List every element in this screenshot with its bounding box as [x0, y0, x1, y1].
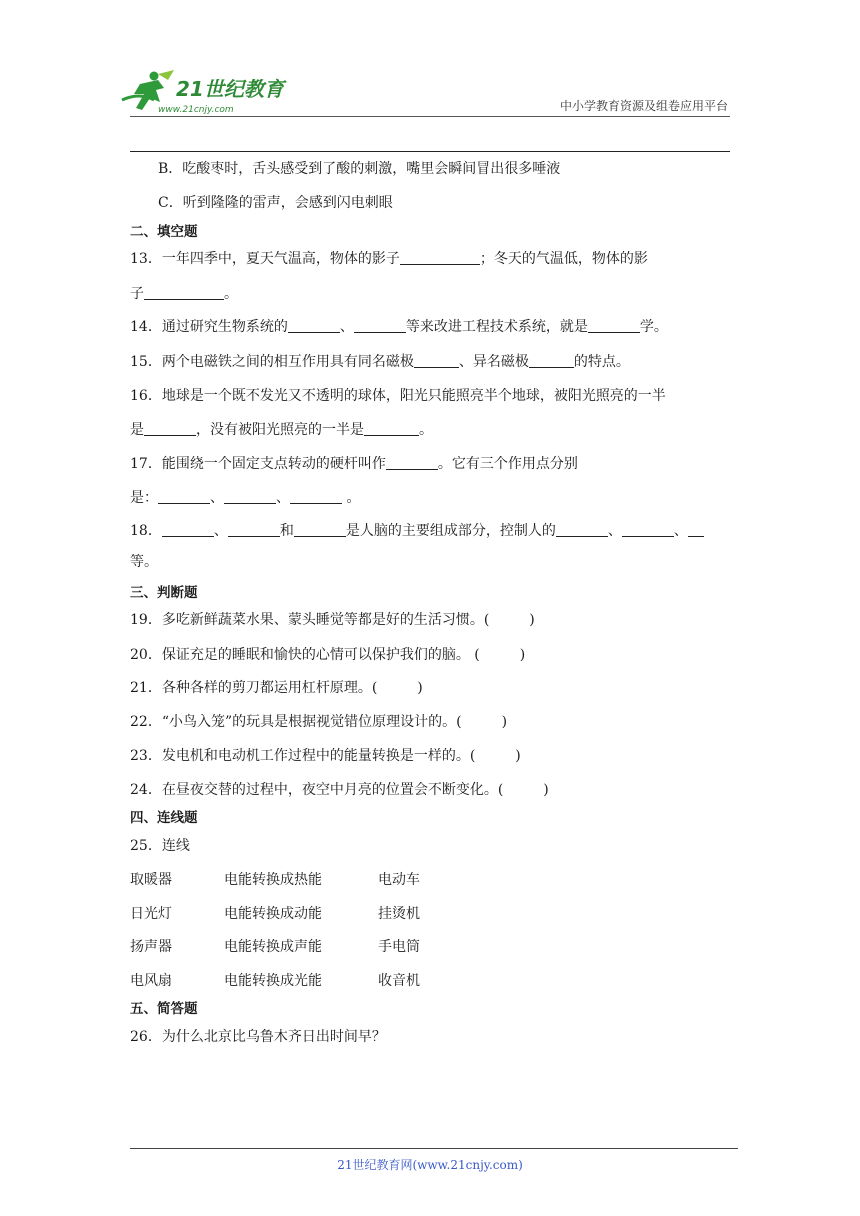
question-18-cont [130, 552, 158, 572]
q18-text-d: 是人脑的主要组成部分，控制人的 [345, 523, 556, 539]
answer-blank[interactable] [158, 489, 210, 504]
answer-blank[interactable] [294, 522, 346, 537]
question-16 [130, 386, 666, 406]
match-row [0, 904, 860, 924]
option-b: B．吃酸枣时，舌头感受到了酸的刺激，嘴里会瞬间冒出很多唾液 [158, 161, 561, 177]
paren-close: ) [417, 680, 423, 696]
runner-icon [122, 70, 174, 110]
answer-blank[interactable] [414, 353, 459, 368]
answer-blank[interactable] [144, 285, 224, 300]
q20-text: 20．保证充足的睡眠和愉快的心情可以保护我们的脑。 ( [130, 647, 480, 663]
answer-blank[interactable] [556, 522, 608, 537]
section-short-heading: 五、简答题 [130, 1001, 198, 1017]
match-middle[interactable]: 电能转换成声能 [224, 939, 322, 955]
answer-blank[interactable] [588, 318, 640, 333]
q18-text-g: 等。 [130, 554, 158, 570]
question-24 [130, 780, 549, 800]
question-21 [130, 678, 423, 698]
question-13 [130, 249, 648, 269]
answer-blank[interactable] [529, 353, 574, 368]
answer-blank[interactable] [162, 522, 214, 537]
section-judge-heading: 三、判断题 [130, 585, 198, 601]
paren-close: ) [515, 748, 521, 764]
question-14 [130, 317, 668, 337]
answer-blank[interactable] [290, 489, 342, 504]
q13-text-c: 子 [130, 286, 144, 302]
footer-divider [130, 1148, 738, 1149]
q18-text-e: 、 [607, 523, 622, 539]
match-middle[interactable]: 电能转换成热能 [224, 872, 322, 888]
question-17-cont [130, 488, 360, 508]
q18-text-c: 和 [279, 523, 294, 539]
logo-text: 21世纪教育 [176, 77, 284, 101]
match-right[interactable]: 收音机 [378, 973, 420, 989]
match-right[interactable]: 电动车 [378, 872, 420, 888]
q14-text-a: 14．通过研究生物系统的 [130, 319, 288, 335]
match-middle[interactable]: 电能转换成动能 [224, 906, 322, 922]
question-15 [130, 352, 630, 372]
q23-text: 23．发电机和电动机工作过程中的能量转换是一样的。( [130, 748, 476, 764]
footer-text[interactable]: 21世纪教育网(www.21cnjy.com) [337, 1158, 523, 1172]
question-20 [130, 645, 525, 665]
answer-blank[interactable] [400, 250, 480, 265]
q17-text-b: 。它有三个作用点分别 [437, 456, 578, 472]
q13-text-a: 13．一年四季中，夏天气温高，物体的影子 [130, 251, 400, 267]
q17-text-c: 是： [130, 490, 158, 506]
match-left[interactable]: 电风扇 [130, 973, 172, 989]
answer-blank[interactable] [288, 318, 340, 333]
q16-text-d: 。 [419, 422, 433, 438]
paren-close: ) [543, 782, 549, 798]
q14-text-d: 学。 [639, 319, 668, 335]
paren-close: ) [529, 612, 535, 628]
answer-blank[interactable] [228, 522, 280, 537]
paren-close: ) [501, 714, 508, 730]
q18-text-b: 、 [213, 523, 228, 539]
q21-text: 21．各种各样的剪刀都运用杠杆原理。( [130, 680, 378, 696]
option-c: C．听到隆隆的雷声，会感到闪电刺眼 [158, 195, 393, 211]
section-match-heading: 四、连线题 [130, 810, 198, 826]
question-17 [130, 454, 578, 474]
q16-text-c: ，没有被阳光照亮的一半是 [196, 422, 364, 438]
q15-text-b: 、异名磁极 [458, 354, 529, 370]
q24-text: 24．在昼夜交替的过程中，夜空中月亮的位置会不断变化。( [130, 782, 504, 798]
question-25: 25．连线 [130, 838, 190, 854]
q18-text-f: 、 [673, 523, 688, 539]
q13-text-d: 。 [224, 286, 238, 302]
match-left[interactable]: 取暖器 [130, 872, 172, 888]
match-left[interactable]: 日光灯 [130, 906, 172, 922]
match-row [0, 937, 860, 957]
answer-blank[interactable] [386, 455, 438, 470]
match-middle[interactable]: 电能转换成光能 [224, 973, 322, 989]
logo-url: www.21cnjy.com [158, 105, 234, 115]
platform-tagline: 中小学教育资源及组卷应用平台 [559, 99, 728, 113]
header-divider-2 [130, 151, 730, 152]
section-fill-heading: 二、填空题 [130, 224, 198, 240]
question-16-cont [130, 420, 433, 440]
q17-text-d: 、 [210, 490, 224, 506]
match-right[interactable]: 手电筒 [378, 939, 420, 955]
q16-text-b: 是 [130, 422, 144, 438]
q15-text-a: 15．两个电磁铁之间的相互作用具有同名磁极 [130, 354, 414, 370]
question-22 [130, 712, 507, 732]
q14-text-c: 等来改进工程技术系统，就是 [405, 319, 588, 335]
q17-text-e: 、 [276, 490, 290, 506]
site-logo [120, 70, 300, 118]
answer-blank[interactable] [622, 522, 674, 537]
answer-blank[interactable] [688, 522, 704, 537]
answer-blank[interactable] [224, 489, 276, 504]
q22-text: 22．“小鸟入笼”的玩具是根据视觉错位原理设计的。( [130, 714, 462, 730]
question-23 [130, 746, 521, 766]
q17-text-a: 17．能围绕一个固定支点转动的硬杆叫作 [130, 456, 386, 472]
question-13-cont [130, 284, 238, 304]
match-row [0, 870, 860, 890]
match-row [0, 971, 860, 991]
q19-text: 19．多吃新鲜蔬菜水果、蒙头睡觉等都是好的生活习惯。( [130, 612, 490, 628]
match-left[interactable]: 扬声器 [130, 939, 172, 955]
question-18 [130, 521, 704, 541]
q15-text-c: 的特点。 [573, 354, 630, 370]
q13-text-b: ；冬天的气温低，物体的影 [479, 251, 648, 267]
question-26: 26．为什么北京比乌鲁木齐日出时间早？ [130, 1029, 386, 1045]
match-right[interactable]: 挂烫机 [378, 906, 420, 922]
q14-text-b: 、 [339, 319, 354, 335]
answer-blank[interactable] [354, 318, 406, 333]
q18-text-a: 18． [130, 523, 162, 539]
q16-text-a: 16．地球是一个既不发光又不透明的球体，阳光只能照亮半个地球，被阳光照亮的一半 [130, 388, 666, 404]
q17-text-f: 。 [342, 490, 361, 506]
question-19 [130, 610, 535, 630]
answer-blank[interactable] [364, 421, 419, 436]
header-divider [130, 116, 730, 117]
answer-blank[interactable] [144, 421, 196, 436]
paren-close: ) [519, 647, 526, 663]
